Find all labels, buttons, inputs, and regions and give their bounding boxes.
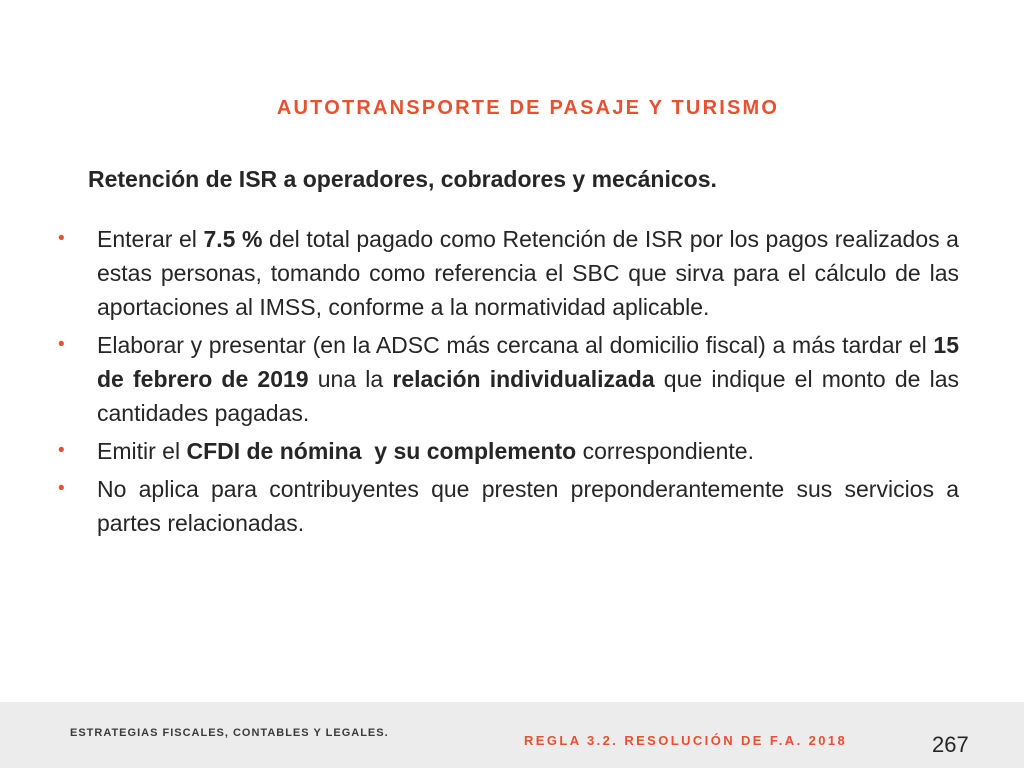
- bullet-dot-icon: •: [58, 228, 65, 249]
- bullet-text: del total pagado como Retención de ISR por los pagos realizados a estas personas, tomando como referencia el SBC que sirva para el cálculo de las aportaciones al IMSS, conforme a la normatividad aplicable.: [97, 226, 959, 320]
- slide-subtitle: Retención de ISR a operadores, cobradores y mecánicos.: [88, 166, 717, 192]
- bullet-text: Enterar el: [97, 226, 204, 252]
- bullet-text: Emitir el: [97, 438, 187, 464]
- bullet-text: Elaborar y presentar (en la ADSC más cercana al domicilio fiscal) a más tardar el: [97, 332, 934, 358]
- slide-title: AUTOTRANSPORTE DE PASAJE Y TURISMO: [276, 97, 780, 119]
- bullet-text: que indique el monto de las cantidades pagadas.: [97, 366, 959, 426]
- bullet-highlight: CFDI de nómina y su complemento: [186, 438, 577, 464]
- page-number: 267: [932, 732, 969, 757]
- bullet-item: [58, 434, 959, 468]
- bullet-item: [58, 328, 959, 430]
- bullet-highlight: relación individualizada: [392, 366, 655, 392]
- bullet-highlight: 15 de febrero de 2019: [97, 332, 959, 392]
- bullet-list: [58, 222, 959, 544]
- bullet-text: No aplica para contribuyentes que presten preponderantemente sus servicios a partes relacionadas.: [97, 476, 959, 536]
- bullet-item: [58, 222, 959, 324]
- footer-bar: [0, 702, 1024, 768]
- bullet-text: una la: [308, 366, 393, 392]
- bullet-text: correspondiente.: [576, 438, 754, 464]
- bullet-dot-icon: •: [58, 440, 65, 461]
- bullet-dot-icon: •: [58, 334, 65, 355]
- bullet-highlight: 7.5 %: [203, 226, 263, 252]
- bullet-item: [58, 472, 959, 540]
- bullet-dot-icon: •: [58, 478, 65, 499]
- footer-company-text: ESTRATEGIAS FISCALES, CONTABLES Y LEGALES.: [70, 727, 389, 739]
- footer-rule-reference: REGLA 3.2. RESOLUCIÓN DE F.A. 2018: [524, 733, 848, 748]
